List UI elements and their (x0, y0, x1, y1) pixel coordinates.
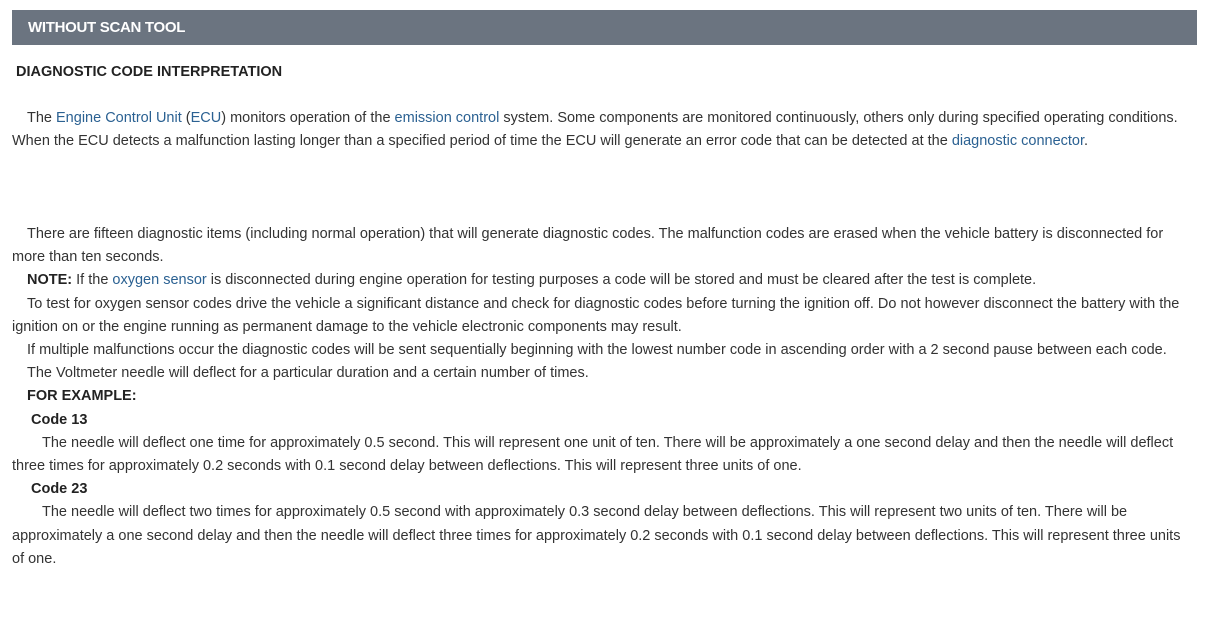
code-13-description: The needle will deflect one time for approximately 0.5 second. This will represent one unit of ten. There will be approximately a one second delay and then the needle will deflect three times for approximately 0.2 seconds with 0.1 second delay between deflections. This will represent three units of one. (12, 434, 1174, 475)
note-text-1: If the (72, 272, 113, 289)
engine-control-unit-link[interactable]: Engine Control Unit (56, 110, 182, 126)
code-13-title: Code 13 (31, 411, 88, 428)
intro-text-2: ( (181, 110, 191, 126)
code-23-title: Code 23 (31, 481, 88, 498)
intro-paragraph (12, 107, 1196, 153)
header-title: WITHOUT SCAN TOOL (28, 19, 186, 36)
oxygen-sensor-link[interactable]: oxygen sensor (112, 272, 207, 289)
section-title: DIAGNOSTIC CODE INTERPRETATION (16, 64, 283, 80)
section-header-bar (12, 10, 1197, 45)
diagnostic-items-paragraph: There are fifteen diagnostic items (including normal operation) that will generate diagnostic codes. The malfunction codes are erased when the vehicle battery is disconnected for more than ten seconds. (12, 226, 1164, 266)
example-label: FOR EXAMPLE: (27, 388, 137, 405)
intro-text-5: . (1084, 133, 1089, 150)
body-block (12, 223, 1196, 571)
multiple-malfunctions-paragraph: If multiple malfunctions occur the diagnostic codes will be sent sequentially beginning with the lowest number code in ascending order with a 2 second pause between each code. (27, 342, 1167, 359)
note-paragraph (12, 269, 1196, 292)
intro-text-1: The (27, 110, 57, 126)
note-label: NOTE: (27, 272, 73, 289)
note-text-2: is disconnected during engine operation for testing purposes a code will be stored and must be cleared after the test is complete. (206, 272, 1037, 289)
intro-text-4: system. Some components are monitored continuously, others only during specified operating conditions. When the ECU detects a malfunction lasting longer than a specified period of time the ECU will generate an error code that can be detected at the (12, 110, 1178, 150)
ecu-link[interactable]: ECU (190, 110, 222, 126)
emission-control-link[interactable]: emission control (394, 110, 500, 126)
code-23-description: The needle will deflect two times for approximately 0.5 second with approximately 0.3 second delay between deflections. This will represent two units of ten. There will be approximately a one second delay and then the needle will deflect three times for approximately 0.2 seconds with 0.1 second delay between deflections. This will represent three units of one. (12, 504, 1181, 567)
oxygen-sensor-test-paragraph: To test for oxygen sensor codes drive the vehicle a significant distance and check for diagnostic codes before turning the ignition off. Do not however disconnect the battery with the ignition on or the engine running as permanent damage to the vehicle electronic components may result. (12, 295, 1180, 335)
intro-block (12, 107, 1196, 153)
diagnostic-connector-link[interactable]: diagnostic connector (951, 133, 1085, 150)
voltmeter-paragraph: The Voltmeter needle will deflect for a particular duration and a certain number of times. (27, 365, 589, 382)
intro-text-3: ) monitors operation of the (221, 110, 395, 126)
